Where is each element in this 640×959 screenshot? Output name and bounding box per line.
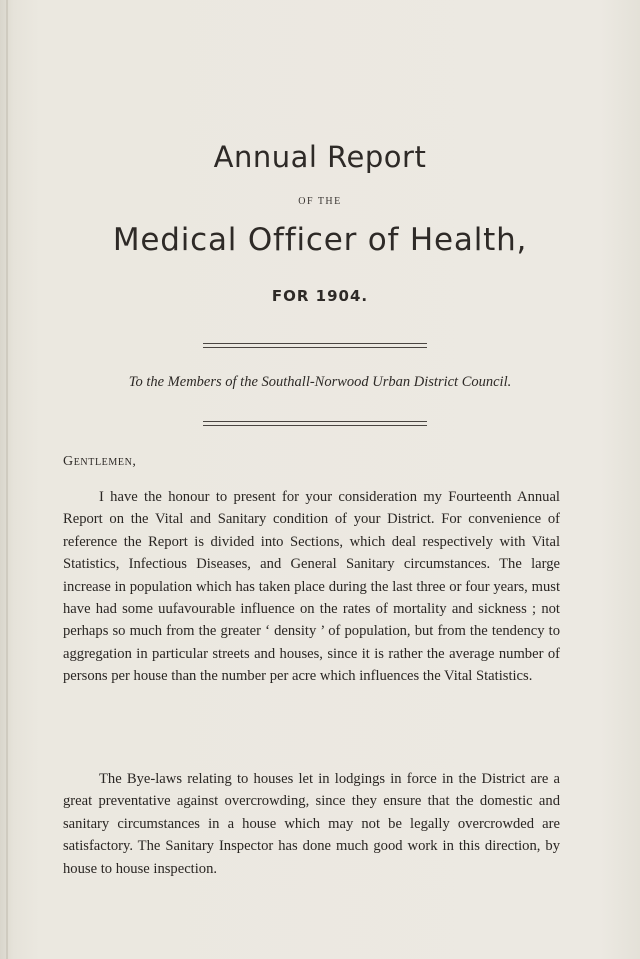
address-line: To the Members of the Southall-Norwood Urban District Council. <box>128 374 512 390</box>
title-annual-report: Annual Report <box>213 140 427 174</box>
double-rule-divider <box>203 343 427 348</box>
title-of-the: OF THE <box>298 196 342 207</box>
salutation: Gentlemen, <box>63 454 137 469</box>
body-paragraph: I have the honour to present for your consideration my Fourteenth Annual Report on the Vital and Sanitary condition of your District. For convenience of reference the Report is divided into Sections, which deal respectively with Vital Statistics, Infectious Diseases, and General Sanitary circumstances. The large increase in population which has taken place during the last three or four years, must have had some uufavourable influence on the rates of mortality and sickness ; not perhaps so much from the greater ‘ density ’ of population, but from the tendency to aggregation in particular streets and houses, since it is rather the average number of persons per house than the number per acre which influences the Vital Statistics. <box>63 489 560 685</box>
double-rule-divider <box>203 421 427 426</box>
title-year: FOR 1904. <box>271 287 369 305</box>
body-paragraph: The Bye-laws relating to houses let in lodgings in force in the District are a great preventative against overcrowding, since they ensure that the domestic and sanitary circumstances in a house which may not be legally overcrowded are satisfactory. The Sanitary Inspector has done much good work in this direction, by house to house inspection. <box>63 771 560 877</box>
title-medical-officer: Medical Officer of Health, <box>112 222 528 258</box>
